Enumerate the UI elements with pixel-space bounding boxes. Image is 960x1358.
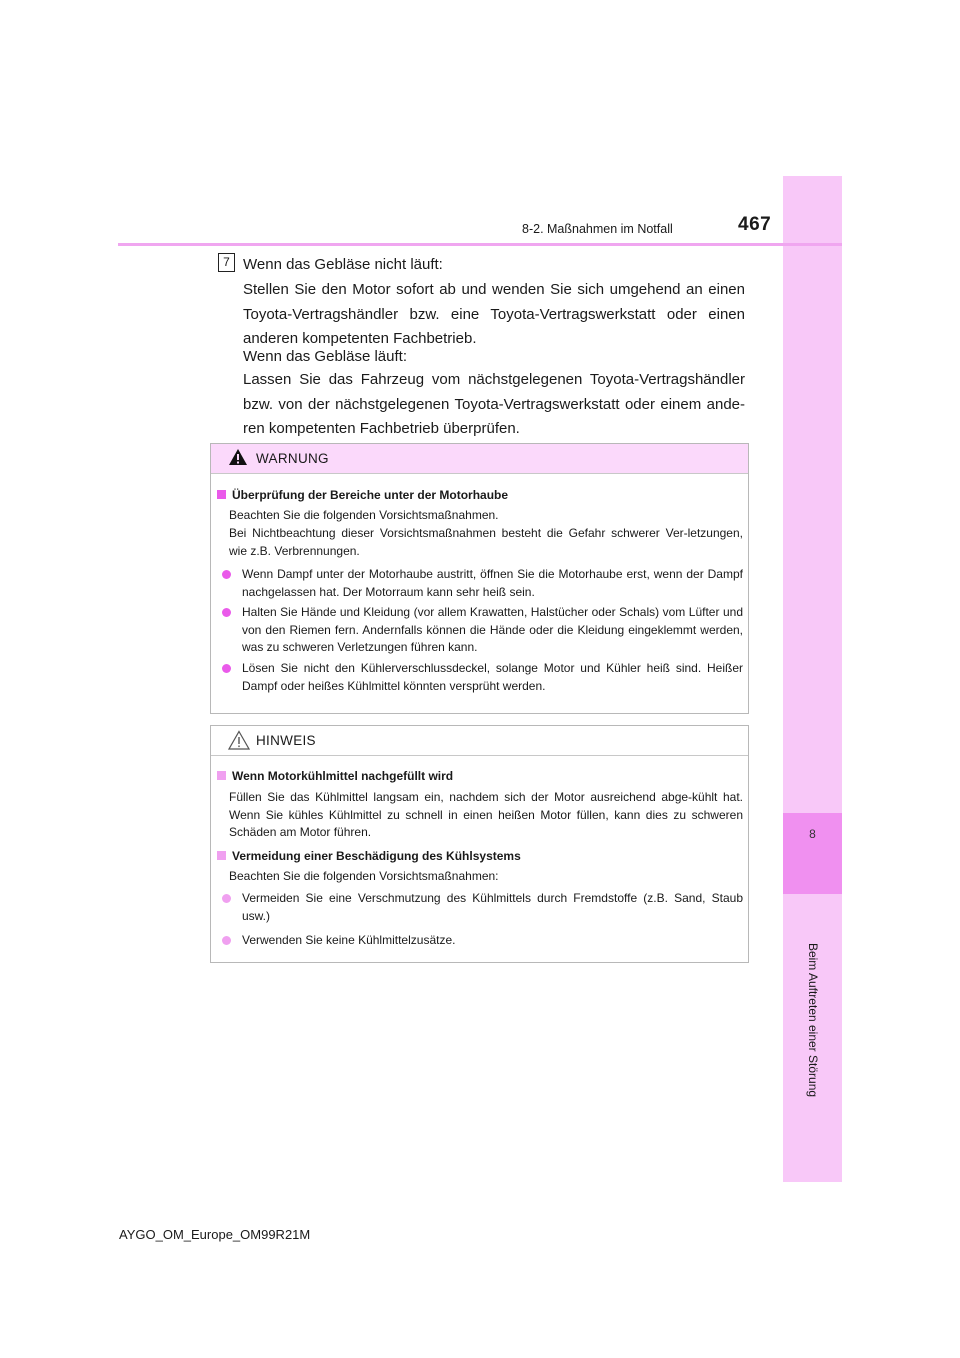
notice-bullet: Vermeiden Sie eine Verschmutzung des Kühlmittels durch Fremdstoffe (z.B. Sand, Staub usw.): [222, 890, 743, 925]
chapter-side-tab: [783, 176, 842, 1182]
chapter-label: Beim Auftreten einer Störung: [806, 942, 820, 1098]
notice-text-2: Beachten Sie die folgenden Vorsichtsmaßnahmen:: [229, 869, 499, 883]
step-line-2: Wenn das Gebläse läuft:: [243, 348, 407, 365]
notice-title: HINWEIS: [256, 733, 316, 748]
warning-intro-2: Bei Nichtbeachtung dieser Vorsichtsmaßnahmen besteht die Gefahr schwerer Ver-letzungen, wie z.B. Verbrennungen.: [229, 526, 743, 558]
circle-bullet-icon: [222, 664, 231, 673]
warning-intro: Beachten Sie die folgenden Vorsichtsmaßnahmen.: [229, 508, 499, 522]
notice-bullet: Verwenden Sie keine Kühlmittelzusätze.: [222, 932, 743, 950]
notice-text-1: Füllen Sie das Kühlmittel langsam ein, nachdem sich der Motor ausreichend abge-kühlt hat. Wenn Sie kühles Kühlmittel zu schnell in einen heißen Motor füllen, kann dies zu schweren Schäden am Motor führen.: [229, 790, 743, 839]
chapter-number: 8: [809, 827, 816, 841]
caution-triangle-icon: [228, 730, 250, 750]
step-paragraph-2: Lassen Sie das Fahrzeug vom nächstgelegenen Toyota-Vertragshändler bzw. von der nächstgelegenen Toyota-Vertragswerkstatt oder einem ande-ren kompetenten Fachbetrieb überprüfen.: [243, 371, 745, 437]
step-line-1: Wenn das Gebläse nicht läuft:: [243, 256, 443, 273]
warning-triangle-icon: [228, 448, 248, 466]
square-bullet-icon: [217, 771, 226, 780]
circle-bullet-icon: [222, 936, 231, 945]
circle-bullet-icon: [222, 570, 231, 579]
square-bullet-icon: [217, 851, 226, 860]
circle-bullet-icon: [222, 894, 231, 903]
circle-bullet-icon: [222, 608, 231, 617]
step-number-badge: 7: [218, 253, 235, 272]
warning-bullet: Lösen Sie nicht den Kühlerverschlussdeckel, solange Motor und Kühler heiß sind. Heißer Dampf oder heißes Kühlmittel könnten versprüht werden.: [222, 660, 743, 695]
chapter-tab-highlight: [783, 813, 842, 894]
warning-box: [210, 443, 749, 714]
step-paragraph-1: Stellen Sie den Motor sofort ab und wenden Sie sich umgehend an einen Toyota-Vertragshändler bzw. eine Toyota-Vertragswerkstatt oder einen anderen kompetenten Fachbetrieb.: [243, 281, 745, 347]
notice-heading-2: Vermeidung einer Beschädigung des Kühlsystems: [217, 849, 521, 863]
header-divider: [118, 243, 842, 246]
square-bullet-icon: [217, 490, 226, 499]
warning-heading: Überprüfung der Bereiche unter der Motorhaube: [217, 488, 508, 502]
section-title: 8-2. Maßnahmen im Notfall: [522, 222, 673, 236]
notice-box: [210, 725, 749, 963]
warning-header: [211, 444, 748, 474]
warning-bullet: Halten Sie Hände und Kleidung (vor allem Krawatten, Halstücher oder Schals) vom Lüfter und von den Riemen fern. Andernfalls können die Hände oder die Kleidung eingeklemmt werden, was zu schweren Verletzungen führen kann.: [222, 604, 743, 657]
notice-header: [211, 726, 748, 756]
page-number: 467: [738, 214, 772, 235]
document-code: AYGO_OM_Europe_OM99R21M: [119, 1227, 311, 1242]
warning-title: WARNUNG: [256, 451, 329, 466]
warning-bullet: Wenn Dampf unter der Motorhaube austritt, öffnen Sie die Motorhaube erst, wenn der Dampf nachgelassen hat. Der Motorraum kann sehr heiß sein.: [222, 566, 743, 601]
notice-heading-1: Wenn Motorkühlmittel nachgefüllt wird: [217, 769, 453, 783]
